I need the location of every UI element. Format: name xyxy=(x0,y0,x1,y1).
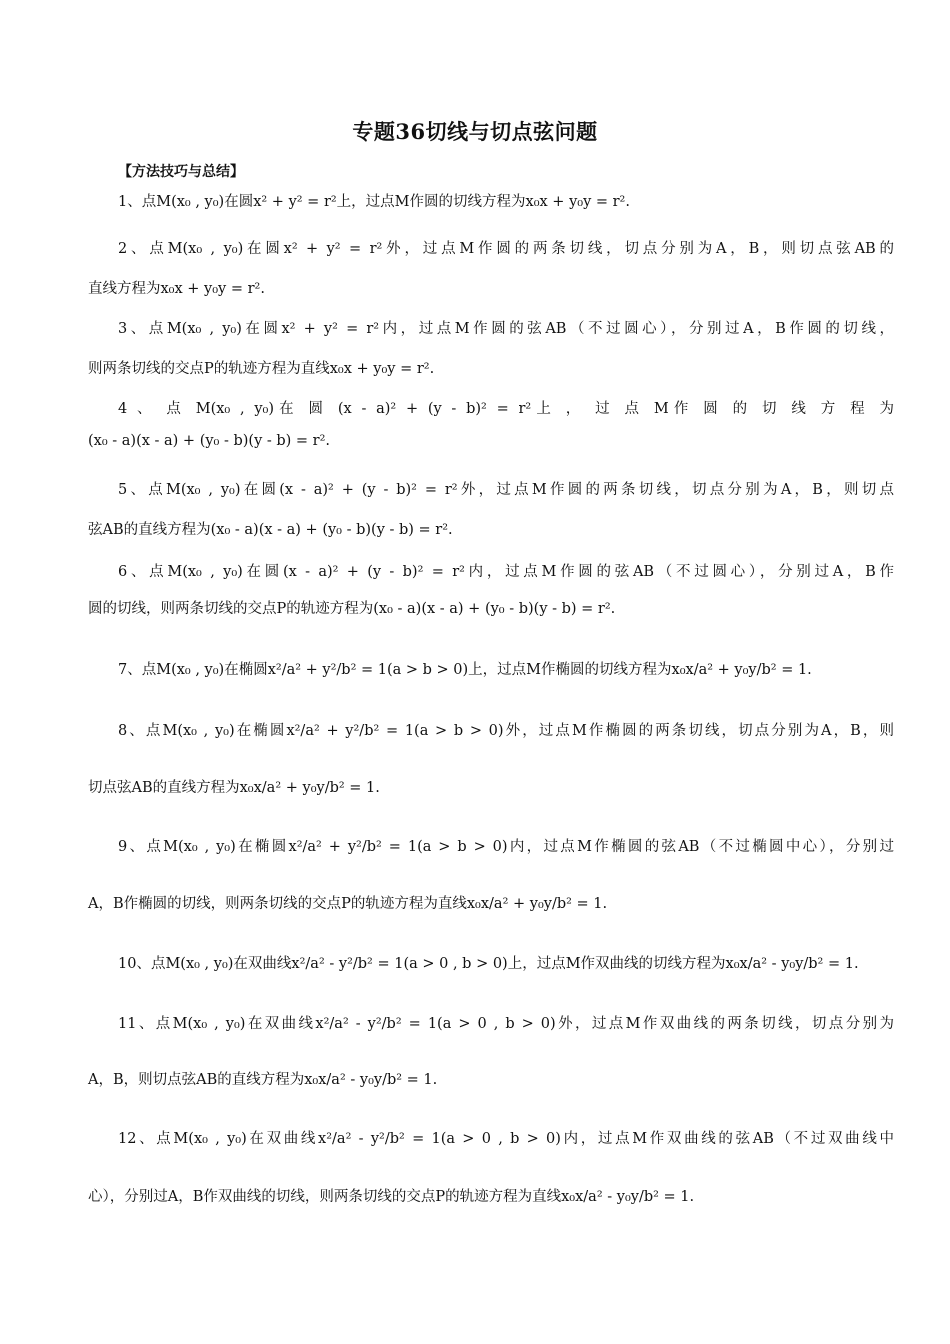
page-title: 专题36切线与切点弦问题 xyxy=(352,119,598,144)
item-8: 8、点M(x₀ , y₀)在椭圆x²/a² + y²/b² = 1(a > b > 0)外，过点M作椭圆的两条切线，切点分别为A，B，则 xyxy=(118,723,894,739)
item-2: 2、点M(x₀ , y₀)在圆x² + y² = r²外，过点M作圆的两条切线，切点分别为A，B，则切点弦AB的 xyxy=(118,241,894,257)
item-5-cont: 弦AB的直线方程为(x₀ - a)(x - a) + (y₀ - b)(y - b) = r². xyxy=(88,522,453,538)
item-8-cont: 切点弦AB的直线方程为x₀x/a² + y₀y/b² = 1. xyxy=(88,780,380,796)
section-heading: 【方法技巧与总结】 xyxy=(118,164,244,180)
item-7: 7、点M(x₀ , y₀)在椭圆x²/a² + y²/b² = 1(a > b > 0)上，过点M作椭圆的切线方程为x₀x/a² + y₀y/b² = 1. xyxy=(118,662,812,678)
item-4: 4 、 点 M(x₀ , y₀)在 圆 (x - a)² + (y - b)² = r²上 ， 过 点 M作 圆 的 切 线 方 程 为 xyxy=(118,401,894,417)
item-9: 9、点M(x₀ , y₀)在椭圆x²/a² + y²/b² = 1(a > b > 0)内，过点M作椭圆的弦AB（不过椭圆中心），分别过 xyxy=(118,839,894,855)
item-12-cont: 心），分别过A，B作双曲线的切线，则两条切线的交点P的轨迹方程为直线x₀x/a² - y₀y/b² = 1. xyxy=(88,1189,695,1205)
item-11: 11、点M(x₀ , y₀)在双曲线x²/a² - y²/b² = 1(a > 0 , b > 0)外，过点M作双曲线的两条切线，切点分别为 xyxy=(118,1016,894,1032)
item-6-cont: 圆的切线，则两条切线的交点P的轨迹方程为(x₀ - a)(x - a) + (y₀ - b)(y - b) = r². xyxy=(88,601,616,617)
item-5: 5、点M(x₀ , y₀)在圆(x - a)² + (y - b)² = r²外，过点M作圆的两条切线，切点分别为A，B，则切点 xyxy=(118,482,894,498)
item-12: 12、点M(x₀ , y₀)在双曲线x²/a² - y²/b² = 1(a > 0 , b > 0)内，过点M作双曲线的弦AB（不过双曲线中 xyxy=(118,1131,894,1147)
item-11-cont: A，B，则切点弦AB的直线方程为x₀x/a² - y₀y/b² = 1. xyxy=(88,1072,438,1088)
item-10: 10、点M(x₀ , y₀)在双曲线x²/a² - y²/b² = 1(a > 0 , b > 0)上，过点M作双曲线的切线方程为x₀x/a² - y₀y/b² = 1. xyxy=(118,956,859,972)
item-3-cont: 则两条切线的交点P的轨迹方程为直线x₀x + y₀y = r². xyxy=(88,361,435,377)
item-1: 1、点M(x₀ , y₀)在圆x² + y² = r²上，过点M作圆的切线方程为x₀x + y₀y = r². xyxy=(118,194,630,210)
item-2-cont: 直线方程为x₀x + y₀y = r². xyxy=(88,281,265,297)
item-9-cont: A，B作椭圆的切线，则两条切线的交点P的轨迹方程为直线x₀x/a² + y₀y/b² = 1. xyxy=(88,896,608,912)
item-3: 3、点M(x₀ , y₀)在圆x² + y² = r²内，过点M作圆的弦AB（不过圆心），分别过A，B作圆的切线， xyxy=(118,321,894,337)
item-4-cont: (x₀ - a)(x - a) + (y₀ - b)(y - b) = r². xyxy=(88,433,331,449)
item-6: 6、点M(x₀ , y₀)在圆(x - a)² + (y - b)² = r²内，过点M作圆的弦AB（不过圆心），分别过A，B作 xyxy=(118,564,894,580)
